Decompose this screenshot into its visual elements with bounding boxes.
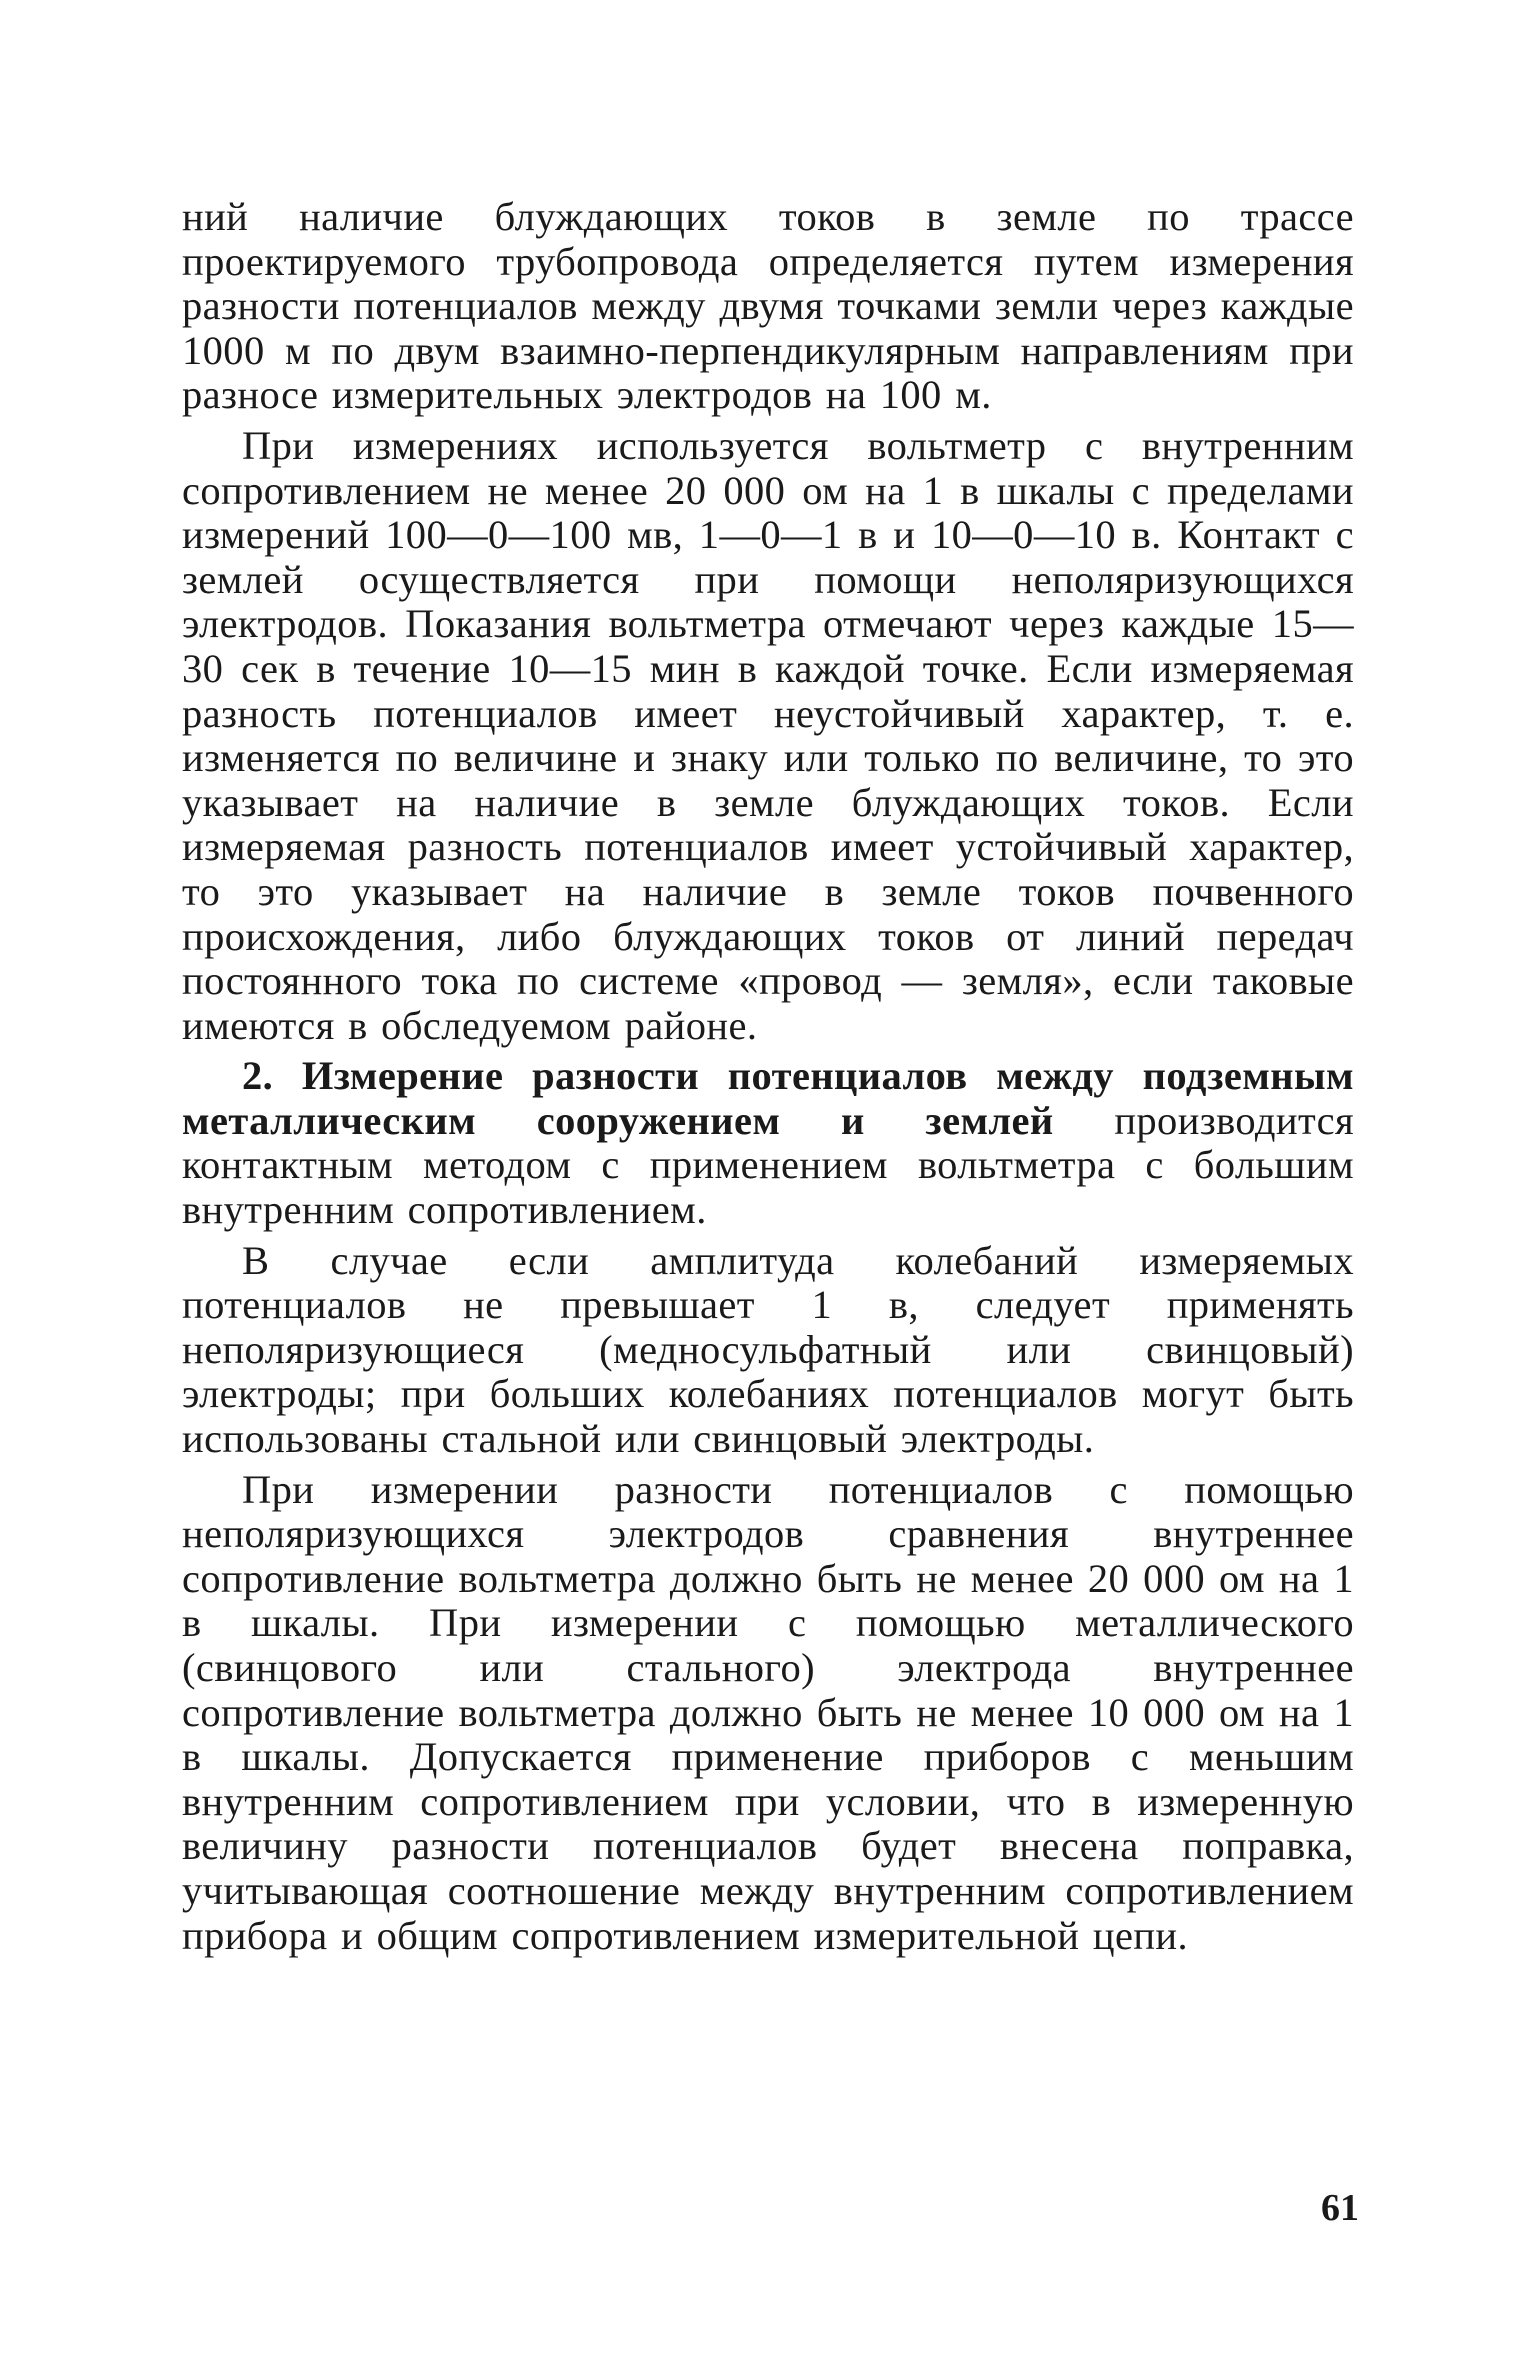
- page-body: [182, 195, 1354, 1964]
- section-2-text: производится контактным методом с применением вольтметра с большим внутренним сопротивлением.: [182, 1097, 1354, 1233]
- page-number: 61: [1321, 2187, 1359, 2229]
- paragraph-electrodes: В случае если амплитуда колебаний измеряемых потенциалов не превышает 1 в, следует применять неполяризующиеся (медносульфатный или свинцовый) электроды; при больших колебаниях потенциалов могут быть использованы стальной или свинцовый электроды.: [182, 1237, 1354, 1462]
- paragraph-continuation: ний наличие блуждающих токов в земле по трассе проектируемого трубопровода определяется путем измерения разности потенциалов между двумя точками земли через каждые 1000 м по двум взаимно-перпендикулярным направлениям при разносе измерительных электродов на 100 м.: [182, 194, 1354, 418]
- section-2-heading: 2. Измерение разности потенциалов между подземным металлическим сооружением и землей: [182, 1053, 1354, 1143]
- paragraph-section-2: [182, 1054, 1354, 1232]
- paragraph-voltmeter-measurements: При измерениях используется вольтметр с внутренним сопротивлением не менее 20 000 ом на 1 в шкалы с пределами измерений 100—0—100 мв, 1—0—1 в и 10—0—10 в. Контакт с землей осуществляется при помощи неполяризующихся электродов. Показания вольтметра отмечают через каждые 15—30 сек в течение 10—15 мин в каждой точке. Если измеряемая разность потенциалов имеет неустойчивый характер, т. е. изменяется по величине и знаку или только по величине, то это указывает на наличие в земле блуждающих токов. Если измеряемая разность потенциалов имеет устойчивый характер, то это указывает на наличие в земле токов почвенного происхождения, либо блуждающих токов от линий передач постоянного тока по системе «провод — земля», если таковые имеются в обследуемом районе.: [182, 422, 1354, 1048]
- paragraph-internal-resistance: При измерении разности потенциалов с помощью неполяризующихся электродов сравнения внутреннее сопротивление вольтметра должно быть не менее 20 000 ом на 1 в шкалы. При измерении с помощью металлического (свинцового или стального) электрода внутреннее сопротивление вольтметра должно быть не менее 10 000 ом на 1 в шкалы. Допускается применение приборов с меньшим внутренним сопротивлением при условии, что в измеренную величину разности потенциалов будет внесена поправка, учитывающая соотношение между внутренним сопротивлением прибора и общим сопротивлением измерительной цепи.: [182, 1466, 1354, 1958]
